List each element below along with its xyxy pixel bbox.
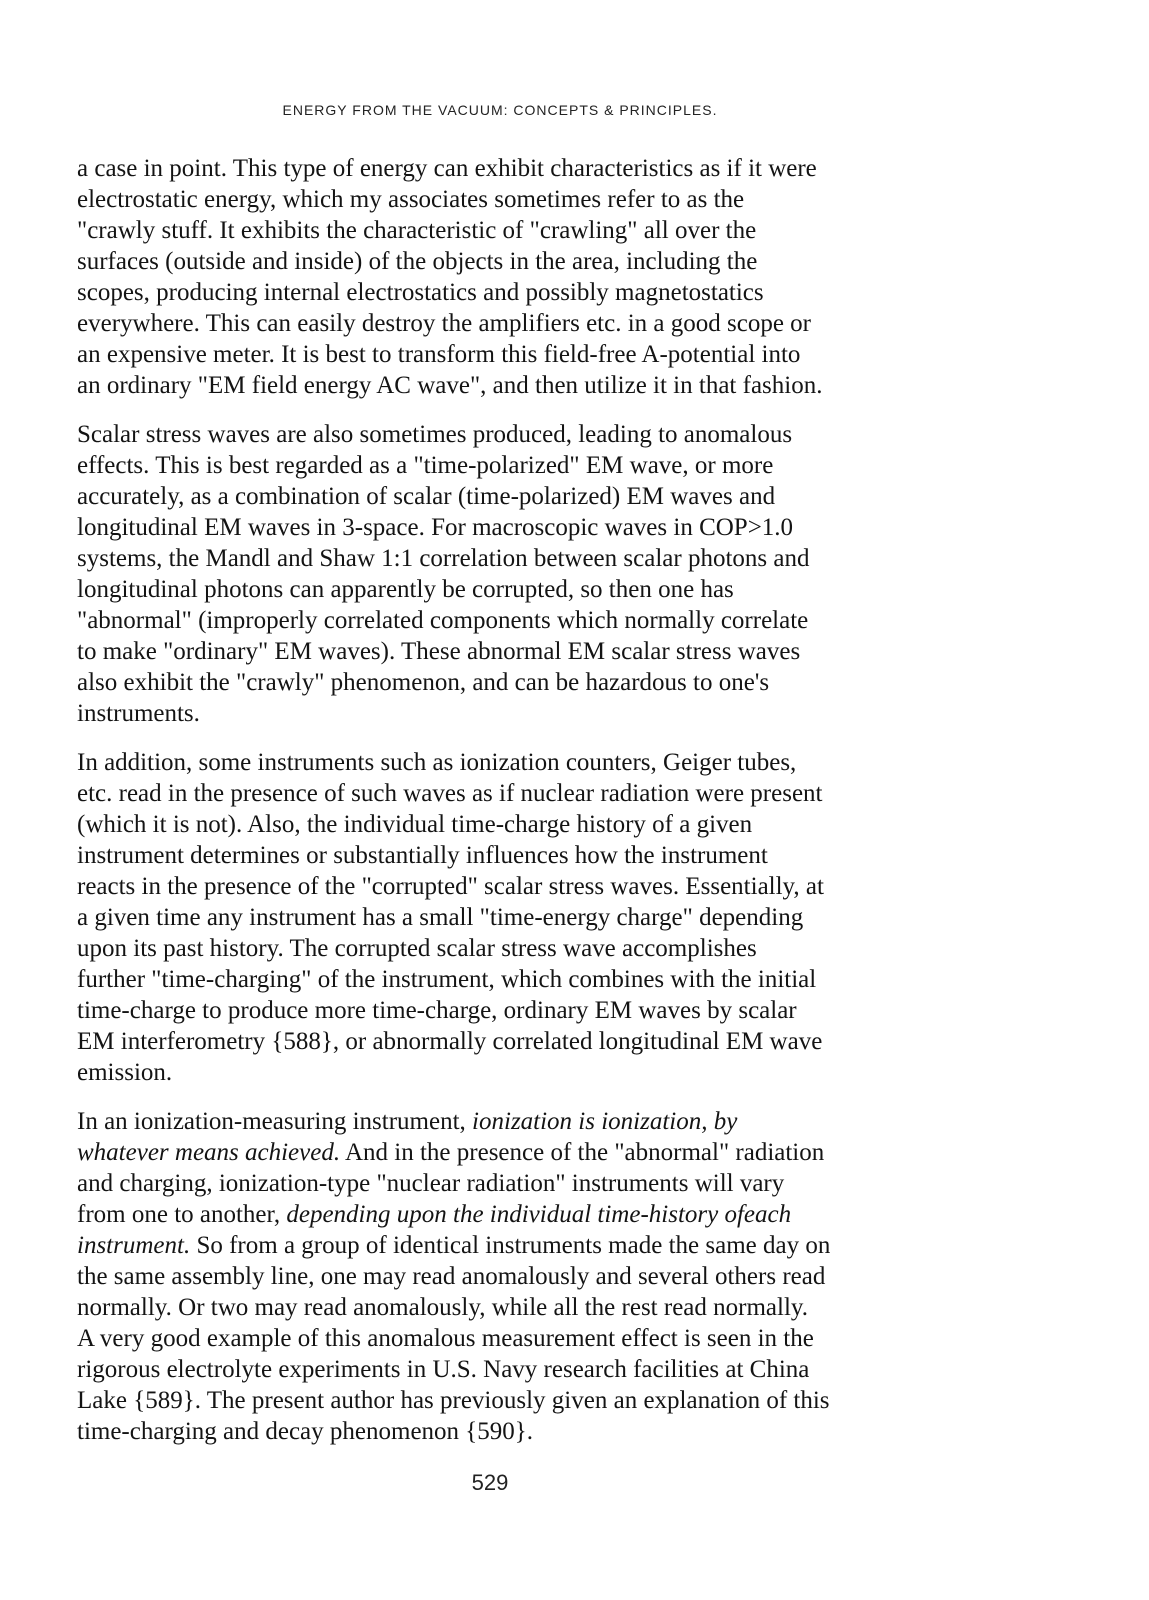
text-line: Lake {589}. The present author has previously given an explanation of this: [77, 1387, 830, 1414]
text-line: scopes, producing internal electrostatics and possibly magnetostatics: [77, 279, 764, 306]
text-line: further "time-charging" of the instrument, which combines with the initial: [77, 966, 817, 993]
italic-run: instrument.: [77, 1232, 191, 1259]
text-run: from one to another,: [77, 1201, 287, 1228]
text-line: Scalar stress waves are also sometimes produced, leading to anomalous: [77, 421, 793, 448]
text-line: a case in point. This type of energy can exhibit characteristics as if it were: [77, 155, 817, 182]
text-line: upon its past history. The corrupted scalar stress wave accomplishes: [77, 935, 757, 962]
text-line: [77, 1137, 912, 1168]
text-line: [77, 1199, 912, 1230]
text-line: longitudinal photons can apparently be corrupted, so then one has: [77, 576, 734, 603]
text-line: A very good example of this anomalous measurement effect is seen in the: [77, 1325, 814, 1352]
text-line: [77, 1230, 912, 1261]
text-line: "crawly stuff. It exhibits the characteristic of "crawling" all over the: [77, 217, 757, 244]
text-line: instruments.: [77, 700, 200, 727]
paragraph-2: [77, 419, 912, 729]
text-line: systems, the Mandl and Shaw 1:1 correlation between scalar photons and: [77, 545, 810, 572]
text-run: So from a group of identical instruments made the same day on: [190, 1232, 831, 1259]
text-line: time-charge to produce more time-charge, ordinary EM waves by scalar: [77, 997, 797, 1024]
text-line: accurately, as a combination of scalar (time-polarized) EM waves and: [77, 483, 776, 510]
text-line: electrostatic energy, which my associates sometimes refer to as the: [77, 186, 745, 213]
text-line: everywhere. This can easily destroy the amplifiers etc. in a good scope or: [77, 310, 812, 337]
text-run: In an ionization-measuring instrument,: [77, 1108, 473, 1135]
text-line: an ordinary "EM field energy AC wave", and then utilize it in that fashion.: [77, 372, 823, 399]
text-line: rigorous electrolyte experiments in U.S. Navy research facilities at China: [77, 1356, 810, 1383]
running-header: ENERGY FROM THE VACUUM: CONCEPTS & PRINCIPLES.: [282, 102, 718, 118]
text-line: an expensive meter. It is best to transform this field-free A-potential into: [77, 341, 801, 368]
italic-run: ionization is ionization, by: [472, 1108, 738, 1135]
text-line: instrument determines or substantially influences how the instrument: [77, 842, 768, 869]
italic-run: whatever means achieved.: [77, 1139, 341, 1166]
text-line: In addition, some instruments such as ionization counters, Geiger tubes,: [77, 749, 797, 776]
text-line: EM interferometry {588}, or abnormally correlated longitudinal EM wave: [77, 1028, 823, 1055]
text-line: longitudinal EM waves in 3-space. For macroscopic waves in COP>1.0: [77, 514, 794, 541]
text-line: [77, 1106, 912, 1137]
page-number: 529: [471, 1470, 509, 1495]
text-line: to make "ordinary" EM waves). These abnormal EM scalar stress waves: [77, 638, 801, 665]
paragraph-3: [77, 747, 912, 1088]
text-line: also exhibit the "crawly" phenomenon, and can be hazardous to one's: [77, 669, 770, 696]
paragraph-1: [77, 153, 912, 401]
text-line: surfaces (outside and inside) of the objects in the area, including the: [77, 248, 758, 275]
text-line: normally. Or two may read anomalously, while all the rest read normally.: [77, 1294, 809, 1321]
text-line: and charging, ionization-type "nuclear radiation" instruments will vary: [77, 1170, 785, 1197]
text-line: effects. This is best regarded as a "time-polarized" EM wave, or more: [77, 452, 774, 479]
text-line: time-charging and decay phenomenon {590}.: [77, 1418, 534, 1445]
body-text: [77, 153, 912, 1465]
text-line: a given time any instrument has a small "time-energy charge" depending: [77, 904, 804, 931]
text-line: the same assembly line, one may read anomalously and several others read: [77, 1263, 826, 1290]
text-line: reacts in the presence of the "corrupted" scalar stress waves. Essentially, at: [77, 873, 824, 900]
paragraph-4: [77, 1106, 912, 1447]
italic-run: depending upon the individual time-history ofeach: [286, 1201, 792, 1228]
text-line: etc. read in the presence of such waves as if nuclear radiation were present: [77, 780, 823, 807]
text-line: (which it is not). Also, the individual time-charge history of a given: [77, 811, 753, 838]
text-run: And in the presence of the "abnormal" radiation: [340, 1139, 825, 1166]
text-line: "abnormal" (improperly correlated components which normally correlate: [77, 607, 809, 634]
text-line: emission.: [77, 1059, 173, 1086]
